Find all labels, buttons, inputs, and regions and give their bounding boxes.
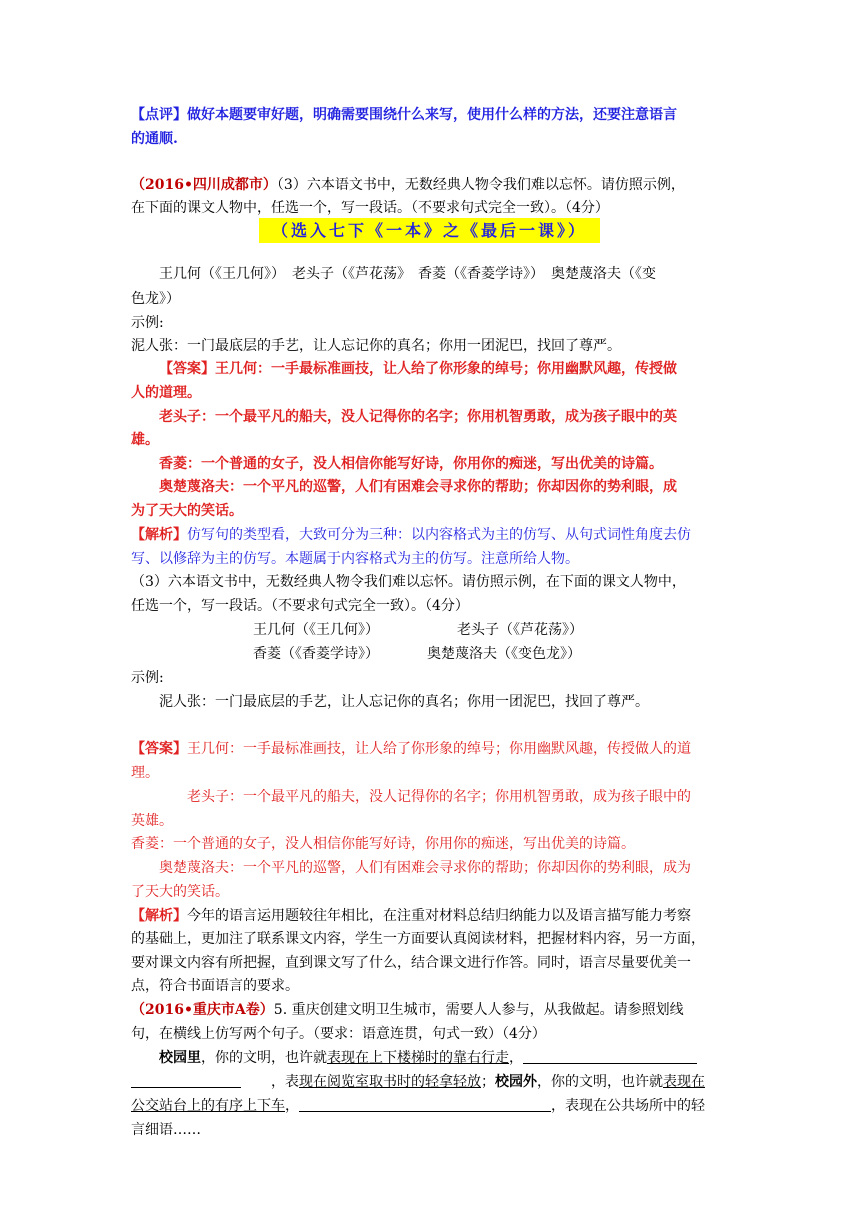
answer1-line-5: 香菱：一个普通的女子，没人相信你能写好诗，你用你的痴迷，写出优美的诗篇。: [159, 456, 663, 472]
q3-s1: ，你的文明，也许就: [201, 1050, 327, 1066]
q1-line-2: 在下面的课文人物中，任选一个，写一段话。（不要求句式完全一致）。（4分）: [131, 200, 609, 216]
section-banner: （选入七下《一本》之《最后一课》）: [259, 218, 600, 243]
analysis2-line-2: 的基础上，更加注了联系课文内容，学生一方面要认真阅读材料，把握材料内容，另一方面，: [131, 931, 705, 947]
q3-sentence-line-1: [159, 1046, 697, 1070]
analysis1-text-1: 仿写句的类型看，大致可分为三种：以内容格式为主的仿写、从句式词性角度去仿: [187, 527, 691, 543]
comment-tag: 【点评】: [131, 107, 187, 123]
q3-s4: ；: [481, 1074, 495, 1090]
q2-item-4: 奥楚蔑洛夫（《变色龙》）: [427, 646, 581, 662]
q3-underlined-3: 表现在: [663, 1074, 705, 1090]
q1-source: （2016•四川成都市）: [131, 177, 277, 193]
q2-example: 泥人张：一门最底层的手艺，让人忘记你的真名；你用一团泥巴，找回了尊严。: [159, 694, 649, 710]
q3-s5: ，你的文明，也许就: [537, 1074, 663, 1090]
q1-text: （3）六本语文书中，无数经典人物令我们难以忘怀。请仿照示例，: [276, 177, 685, 193]
q3-sentence-line-4: 言细语……: [131, 1122, 201, 1138]
analysis2-line-1: [131, 904, 691, 928]
q1-example-label: 示例:: [131, 315, 164, 331]
q3-s3: ，表: [271, 1074, 299, 1090]
campus-out-label: 校园外: [495, 1074, 537, 1090]
answer1-line-1: [159, 357, 677, 381]
comment-text: 做好本题要审好题，明确需要围绕什么来写，使用什么样的方法，还要注意语言: [187, 107, 677, 123]
analysis1-line-1: [131, 523, 691, 547]
q2-example-label: 示例:: [131, 670, 164, 686]
answer2-line-7: 了天大的笑话。: [131, 884, 229, 900]
q3-sentence-line-3: [131, 1094, 705, 1118]
analysis2-tag: 【解析】: [131, 908, 187, 924]
answer-blank-1[interactable]: [523, 1049, 697, 1064]
answer2-line-1: [131, 737, 691, 761]
answer2-text-1: 王几何：一手最标准画技，让人给了你形象的绰号；你用幽默风趣，传授做人的道: [187, 741, 691, 757]
q3-source: （2016•重庆市A卷）: [131, 1002, 274, 1018]
q2-line-2: 任选一个，写一段话。（不要求句式完全一致）。（4分）: [131, 598, 469, 614]
answer-blank-2[interactable]: [299, 1097, 551, 1112]
comment-line-2: 的通顺.: [131, 131, 178, 147]
q2-item-2: 老头子（《芦花荡》）: [457, 622, 583, 638]
answer2-line-2: 理。: [131, 765, 159, 781]
answer2-line-5: 香菱：一个普通的女子，没人相信你能写好诗，你用你的痴迷，写出优美的诗篇。: [131, 836, 635, 852]
q3-underlined-4: 公交站台上的有序上下车: [131, 1098, 285, 1114]
analysis1-line-2: 写、以修辞为主的仿写。本题属于内容格式为主的仿写。注意所给人物。: [131, 551, 579, 567]
answer2-line-4: 英雄。: [131, 813, 173, 829]
analysis2-line-4: 点，符合书面语言的要求。: [131, 978, 299, 994]
answer-blank-1-cont[interactable]: [131, 1073, 241, 1088]
analysis1-tag: 【解析】: [131, 527, 187, 543]
answer1-line-4: 雄。: [131, 432, 159, 448]
q1-items-line-1: 王几何（《王几何》） 老头子（《芦花荡》 香菱（《香菱学诗》） 奥楚蔑洛夫（《变: [159, 266, 656, 282]
q3-underlined-2: 现在阅览室取书时的轻拿轻放: [299, 1074, 481, 1090]
q2-item-3: 香菱（《香菱学诗》）: [253, 646, 379, 662]
answer1-line-2: 人的道理。: [131, 385, 201, 401]
campus-in-label: 校园里: [159, 1050, 201, 1066]
answer2-tag: 【答案】: [131, 741, 187, 757]
analysis2-text-1: 今年的语言运用题较往年相比，在注重对材料总结归纳能力以及语言描写能力考察: [187, 908, 691, 924]
analysis2-line-3: 要对课文内容有所把握，直到课文写了什么，结合课文进行作答。同时，语言尽量要优美一: [131, 955, 691, 971]
answer1-line-6: 奥楚蔑洛夫：一个平凡的巡警，人们有困难会寻求你的帮助；你却因你的势利眼，成: [159, 479, 677, 495]
q2-line-1: （3）六本语文书中，无数经典人物令我们难以忘怀。请仿照示例，在下面的课文人物中，: [131, 574, 686, 590]
q1-example: 泥人张：一门最底层的手艺，让人忘记你的真名；你用一团泥巴，找回了尊严。: [131, 338, 621, 354]
q3-s7: ，表现在公共场所中的轻: [551, 1098, 705, 1114]
q3-s2: ，: [509, 1050, 523, 1066]
q3-line-2: 句，在横线上仿写两个句子。（要求：语意连贯，句式一致）（4分）: [131, 1026, 546, 1042]
q3-text-1: 5. 重庆创建文明卫生城市，需要人人参与，从我做起。请参照划线: [273, 1002, 684, 1018]
q3-sentence-line-2: [131, 1070, 705, 1094]
comment-line-1: [131, 103, 677, 127]
q3-s6: ，: [285, 1098, 299, 1114]
answer1-line-3: 老头子：一个最平凡的船夫，没人记得你的名字；你用机智勇敢，成为孩子眼中的英: [159, 409, 677, 425]
q1-items-line-2: 色龙》）: [131, 291, 180, 307]
q2-item-1: 王几何（《王几何》）: [253, 622, 379, 638]
q3-line-1: [131, 998, 684, 1022]
answer1-line-7: 为了天大的笑话。: [131, 503, 243, 519]
q3-underlined-1: 表现在上下楼梯时的靠右行走: [327, 1050, 509, 1066]
answer2-line-3: 老头子：一个最平凡的船夫，没人记得你的名字；你用机智勇敢，成为孩子眼中的: [187, 789, 691, 805]
answer1-text-1: 王几何：一手最标准画技，让人给了你形象的绰号；你用幽默风趣，传授做: [215, 361, 677, 377]
answer2-line-6: 奥楚蔑洛夫：一个平凡的巡警，人们有困难会寻求你的帮助；你却因你的势利眼，成为: [159, 860, 691, 876]
q1-line-1: [131, 173, 685, 197]
answer1-tag: 【答案】: [159, 361, 215, 377]
